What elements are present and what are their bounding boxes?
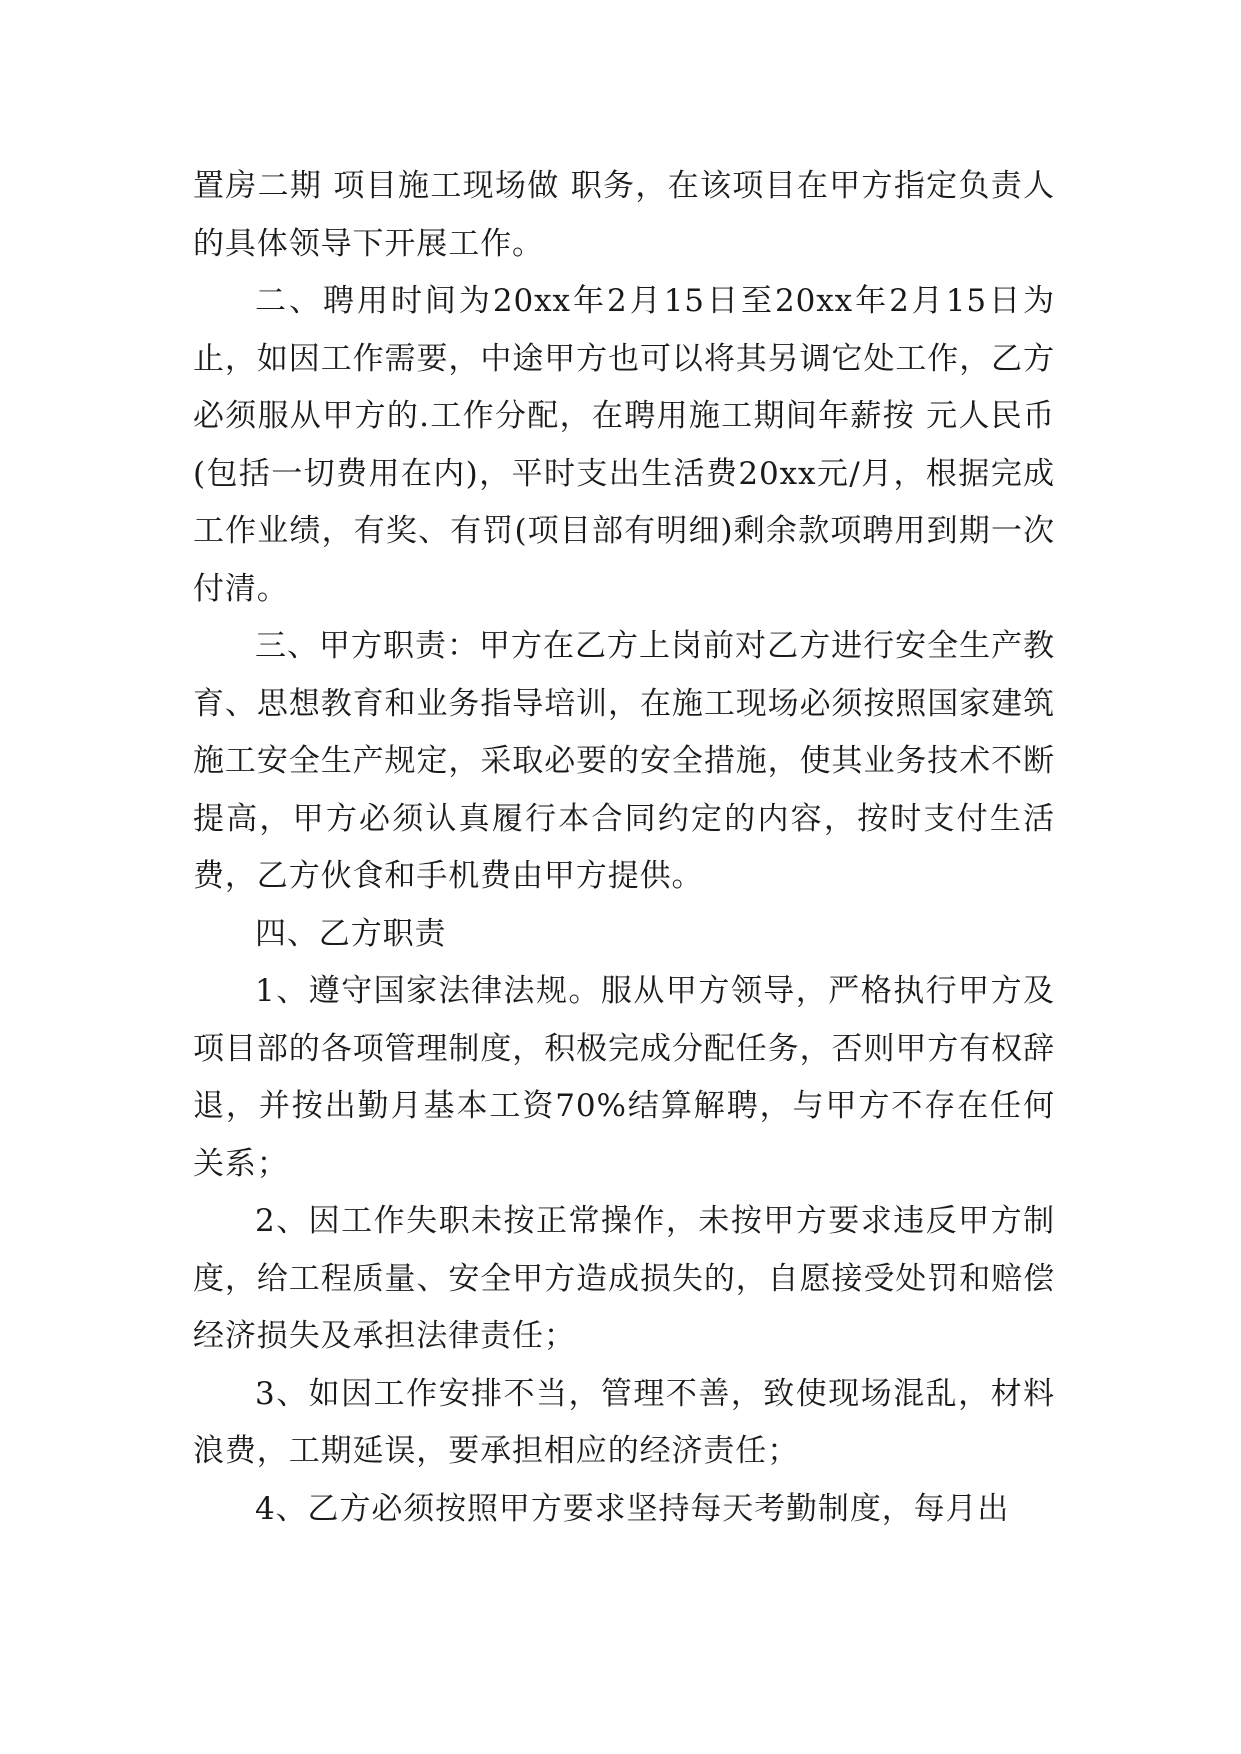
contract-body bbox=[193, 158, 1055, 1538]
paragraph-party-a-duties: 三、甲方职责：甲方在乙方上岗前对乙方进行安全生产教育、思想教育和业务指导培训，在施工现场必须按照国家建筑施工安全生产规定，采取必要的安全措施，使其业务技术不断提高，甲方必须认真履行本合同约定的内容，按时支付生活费，乙方伙食和手机费由甲方提供。 bbox=[193, 628, 1055, 894]
paragraph-position-duty: 置房二期 项目施工现场做 职务，在该项目在甲方指定负责人的具体领导下开展工作。 bbox=[193, 168, 1055, 262]
paragraph-clause-3: 3、如因工作安排不当，管理不善，致使现场混乱，材料浪费，工期延误，要承担相应的经济责任； bbox=[193, 1375, 1055, 1469]
paragraph-clause-1: 1、遵守国家法律法规。服从甲方领导，严格执行甲方及项目部的各项管理制度，积极完成分配任务，否则甲方有权辞退，并按出勤月基本工资70%结算解聘，与甲方不存在任何关系； bbox=[193, 973, 1055, 1182]
paragraph-clause-4: 4、乙方必须按照甲方要求坚持每天考勤制度，每月出 bbox=[255, 1490, 1010, 1527]
paragraph-employment-term: 二、聘用时间为20xx年2月15日至20xx年2月15日为止，如因工作需要，中途甲方也可以将其另调它处工作，乙方必须服从甲方的.工作分配，在聘用施工期间年薪按 元人民币(包括一切费用在内)，平时支出生活费20xx元/月，根据完成工作业绩，有奖、有罚(项目部有明细)剩余款项聘用到期一次付清。 bbox=[193, 283, 1055, 607]
heading-party-b-duties: 四、乙方职责 bbox=[255, 915, 447, 952]
paragraph-clause-2: 2、因工作失职未按正常操作，未按甲方要求违反甲方制度，给工程质量、安全甲方造成损失的，自愿接受处罚和赔偿经济损失及承担法律责任； bbox=[193, 1203, 1055, 1354]
